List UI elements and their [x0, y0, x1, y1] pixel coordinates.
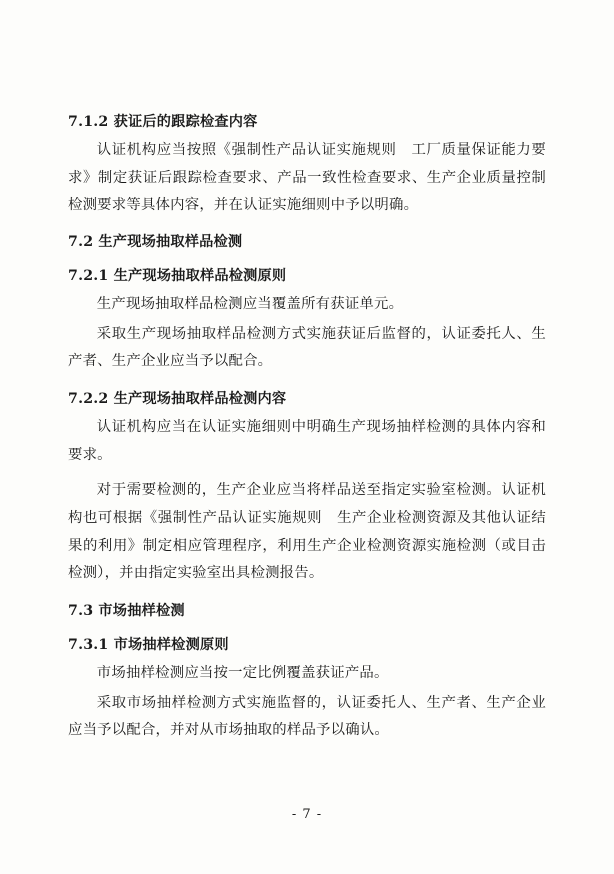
section-heading-7-3-1: 7.3.1 市场抽样检测原则: [68, 636, 229, 653]
paragraph: 生产现场抽取样品检测应当覆盖所有获证单元。: [96, 295, 404, 312]
document-body: [68, 111, 546, 745]
section-heading-7-2-2: 7.2.2 生产现场抽取样品检测内容: [68, 390, 287, 407]
section-heading-7-3: 7.3 市场抽样检测: [68, 602, 185, 619]
section-heading-7-1-2: 7.1.2 获证后的跟踪检查内容: [68, 114, 258, 130]
paragraph: 认证机构应当按照《强制性产品认证实施规则 工厂质量保证能力要求》制定获证后跟踪检查要求、产品一致性检查要求、生产企业质量控制检测要求等具体内容，并在认证实施细则中予以明确。: [68, 142, 546, 214]
paragraph: 认证机构应当在认证实施细则中明确生产现场抽样检测的具体内容和要求。: [68, 418, 546, 463]
section-heading-7-2-1: 7.2.1 生产现场抽取样品检测原则: [68, 267, 287, 284]
paragraph: 市场抽样检测应当按一定比例覆盖获证产品。: [96, 664, 389, 681]
paragraph: 采取市场抽样检测方式实施监督的，认证委托人、生产者、生产企业应当予以配合，并对从市场抽取的样品予以确认。: [68, 694, 546, 739]
section-heading-7-2: 7.2 生产现场抽取样品检测: [68, 233, 243, 250]
page-number: - 7 -: [291, 807, 323, 822]
paragraph: 对于需要检测的，生产企业应当将样品送至指定实验室检测。认证机构也可根据《强制性产品认证实施规则 生产企业检测资源及其他认证结果的利用》制定相应管理程序，利用生产企业检测资源实施检测（或目击检测），并由指定实验室出具检测报告。: [68, 482, 546, 582]
paragraph-spacer: [68, 471, 546, 475]
paragraph: 采取生产现场抽取样品检测方式实施获证后监督的，认证委托人、生产者、生产企业应当予以配合。: [68, 325, 546, 370]
